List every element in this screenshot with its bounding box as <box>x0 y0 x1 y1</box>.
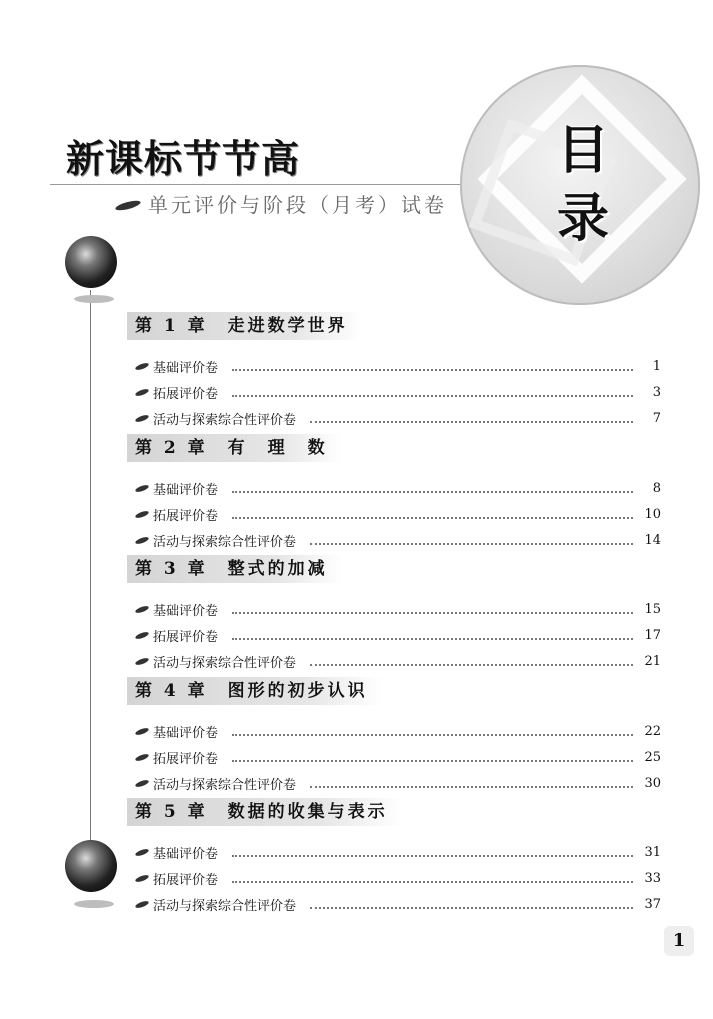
chapter-heading: 第 2 章 有 理 数 <box>127 434 342 462</box>
toc-entry-page: 14 <box>644 532 661 548</box>
toc-entry-label: 基础评价卷 <box>153 482 219 498</box>
dot-leader <box>232 759 633 762</box>
toc-entry-page: 15 <box>644 601 661 617</box>
dot-leader <box>232 854 633 857</box>
header-divider <box>50 184 460 185</box>
leaf-bullet-icon <box>135 361 150 370</box>
leaf-bullet-icon <box>135 604 150 613</box>
leaf-bullet-icon <box>135 873 150 882</box>
sphere-icon <box>65 840 117 892</box>
toc-entry-label: 活动与探索综合性评价卷 <box>153 898 297 914</box>
leaf-bullet-icon <box>135 630 150 639</box>
leaf-bullet-icon <box>135 413 150 422</box>
toc-entry-label: 基础评价卷 <box>153 603 219 619</box>
toc-entry-label: 基础评价卷 <box>153 725 219 741</box>
dot-leader <box>232 637 633 640</box>
toc-entry-label: 拓展评价卷 <box>153 508 219 524</box>
toc-entry-page: 8 <box>652 480 661 496</box>
toc-entry-page: 1 <box>652 358 661 374</box>
dot-leader <box>232 516 633 519</box>
dot-leader <box>310 420 633 423</box>
toc-entry-page: 30 <box>644 775 661 791</box>
leaf-bullet-icon <box>135 483 150 492</box>
leaf-bullet-icon <box>135 726 150 735</box>
toc-entry[interactable] <box>135 721 661 741</box>
dot-leader <box>232 611 633 614</box>
dot-leader <box>232 880 633 883</box>
toc-entry-page: 33 <box>644 870 661 886</box>
toc-entry[interactable] <box>135 868 661 888</box>
toc-entry-label: 活动与探索综合性评价卷 <box>153 412 297 428</box>
chapter-heading: 第 4 章 图形的初步认识 <box>127 677 382 705</box>
dot-leader <box>310 663 633 666</box>
toc-entry[interactable] <box>135 894 661 914</box>
toc-entry-page: 22 <box>644 723 661 739</box>
dot-leader <box>310 906 633 909</box>
sphere-shadow <box>74 295 114 303</box>
chapter-heading: 第 3 章 整式的加减 <box>127 555 342 583</box>
dot-leader <box>310 785 633 788</box>
toc-entry-page: 7 <box>652 410 661 426</box>
toc-entry-label: 活动与探索综合性评价卷 <box>153 534 297 550</box>
sphere-shadow <box>74 900 114 908</box>
toc-entry-page: 25 <box>644 749 661 765</box>
toc-entry-page: 21 <box>644 653 661 669</box>
leaf-bullet-icon <box>135 509 150 518</box>
dot-leader <box>310 542 633 545</box>
decorative-vertical-rule <box>90 290 91 850</box>
brand-title: 新课标节节高 <box>66 136 301 181</box>
leaf-bullet-icon <box>135 387 150 396</box>
toc-entry-label: 基础评价卷 <box>153 846 219 862</box>
toc-entry-page: 37 <box>644 896 661 912</box>
contents-heading <box>553 117 613 252</box>
leaf-bullet-icon <box>135 752 150 761</box>
leaf-bullet-icon <box>135 847 150 856</box>
dot-leader <box>232 368 633 371</box>
dot-leader <box>232 733 633 736</box>
chapter-heading: 第 1 章 走进数学世界 <box>127 312 362 340</box>
chapter-heading: 第 5 章 数据的收集与表示 <box>127 798 402 826</box>
toc-entry[interactable] <box>135 599 661 619</box>
toc-entry-label: 基础评价卷 <box>153 360 219 376</box>
toc-entry[interactable] <box>135 504 661 524</box>
leaf-bullet-icon <box>135 656 150 665</box>
leaf-bullet-icon <box>135 899 150 908</box>
toc-entry-label: 拓展评价卷 <box>153 872 219 888</box>
toc-entry-page: 17 <box>644 627 661 643</box>
toc-entry[interactable] <box>135 478 661 498</box>
toc-entry[interactable] <box>135 773 661 793</box>
contents-heading-char: 录 <box>556 187 609 249</box>
toc-entry[interactable] <box>135 842 661 862</box>
toc-entry-label: 活动与探索综合性评价卷 <box>153 777 297 793</box>
toc-entry-page: 31 <box>644 844 661 860</box>
toc-entry-label: 拓展评价卷 <box>153 386 219 402</box>
leaf-bullet-icon <box>135 535 150 544</box>
contents-emblem <box>460 65 700 305</box>
dot-leader <box>232 490 633 493</box>
toc-entry-page: 3 <box>652 384 661 400</box>
toc-entry-label: 拓展评价卷 <box>153 629 219 645</box>
toc-entry[interactable] <box>135 625 661 645</box>
toc-entry-page: 10 <box>644 506 661 522</box>
toc-entry[interactable] <box>135 408 661 428</box>
page-number: 1 <box>664 926 694 956</box>
sphere-icon <box>65 236 117 288</box>
dot-leader <box>232 394 633 397</box>
subtitle: 单元评价与阶段（月考）试卷 <box>148 193 447 217</box>
leaf-bullet-icon <box>115 199 142 212</box>
contents-heading-char: 目 <box>556 120 609 181</box>
toc-entry[interactable] <box>135 530 661 550</box>
toc-entry[interactable] <box>135 651 661 671</box>
toc-entry-label: 拓展评价卷 <box>153 751 219 767</box>
toc-entry[interactable] <box>135 382 661 402</box>
toc-entry[interactable] <box>135 747 661 767</box>
leaf-bullet-icon <box>135 778 150 787</box>
toc-entry-label: 活动与探索综合性评价卷 <box>153 655 297 671</box>
toc-entry[interactable] <box>135 356 661 376</box>
